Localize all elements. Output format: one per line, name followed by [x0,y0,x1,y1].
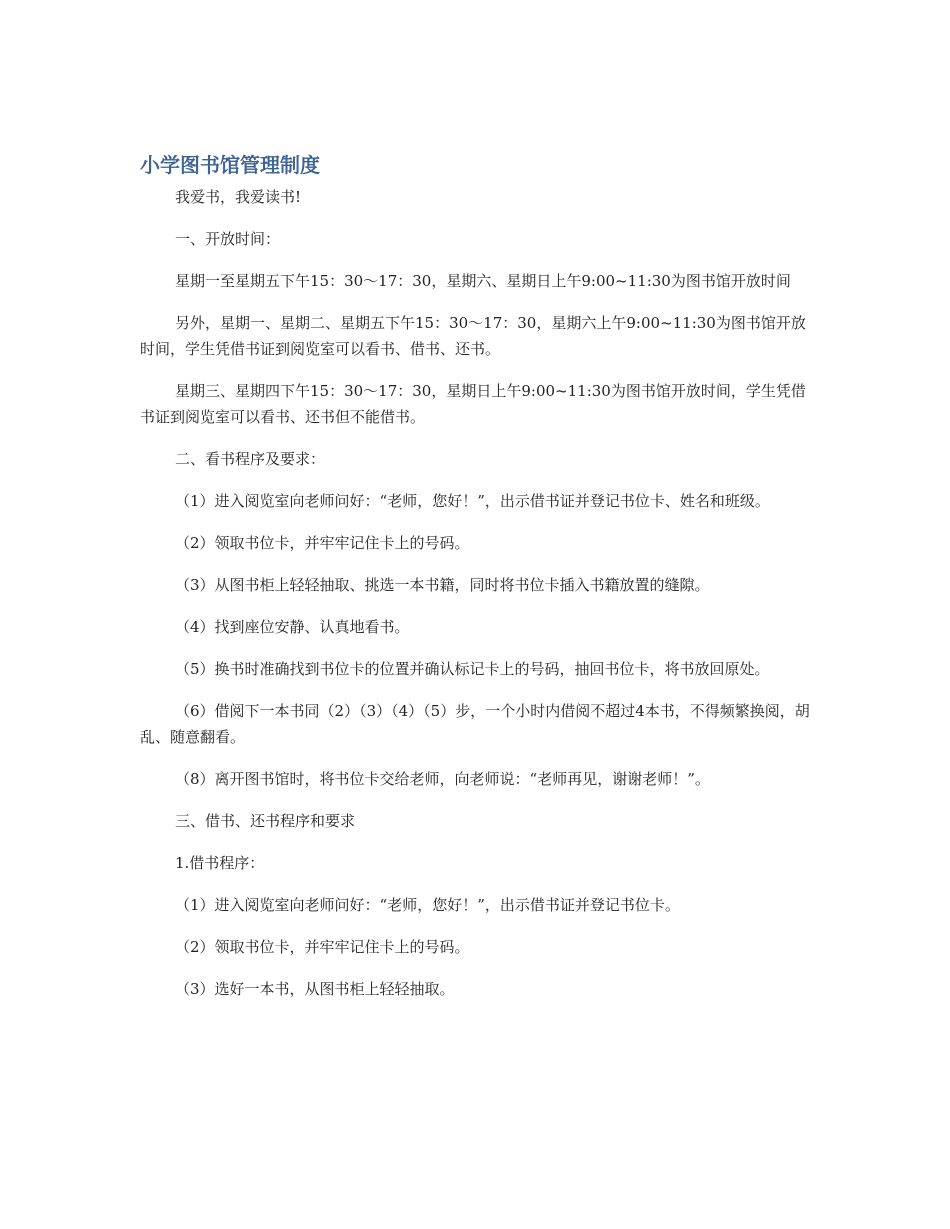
document-title: 小学图书馆管理制度 [140,153,320,177]
list-item: （6）借阅下一本书同（2）（3）（4）（5）步，一个小时内借阅不超过4本书，不得频繁换阅，胡乱、随意翻看。 [140,702,810,746]
list-item: （2）领取书位卡，并牢牢记住卡上的号码。 [175,938,470,956]
list-item: （5）换书时准确找到书位卡的位置并确认标记卡上的号码，抽回书位卡，将书放回原处。 [175,660,770,678]
list-item: （3）选好一本书，从图书柜上轻轻抽取。 [175,980,455,998]
document-page [140,150,810,1018]
list-item: （2）领取书位卡，并牢牢记住卡上的号码。 [175,534,470,552]
section-heading: 三、借书、还书程序和要求 [175,812,356,830]
section-heading: 二、看书程序及要求： [175,450,326,468]
paragraph: 我爱书，我爱读书! [175,188,302,206]
list-item: （1）进入阅览室向老师问好：“老师，您好！”，出示借书证并登记书位卡、姓名和班级。 [175,492,770,510]
subsection-heading: 1.借书程序： [175,854,265,872]
list-item: （4）找到座位安静、认真地看书。 [175,618,410,636]
paragraph: 星期三、星期四下午15：30～17：30，星期日上午9:00~11:30为图书馆开放时间，学生凭借书证到阅览室可以看书、还书但不能借书。 [140,382,806,426]
section-heading: 一、开放时间： [175,230,281,248]
paragraph: 星期一至星期五下午15：30～17：30，星期六、星期日上午9:00~11:30为图书馆开放时间 [175,272,791,290]
paragraph: 另外，星期一、星期二、星期五下午15：30～17：30，星期六上午9:00~11:30为图书馆开放时间，学生凭借书证到阅览室可以看书、借书、还书。 [140,314,806,358]
list-item: （8）离开图书馆时，将书位卡交给老师，向老师说：“老师再见，谢谢老师！”。 [175,770,710,788]
list-item: （3）从图书柜上轻轻抽取、挑选一本书籍，同时将书位卡插入书籍放置的缝隙。 [175,576,710,594]
list-item: （1）进入阅览室向老师问好：“老师，您好！”，出示借书证并登记书位卡。 [175,896,680,914]
